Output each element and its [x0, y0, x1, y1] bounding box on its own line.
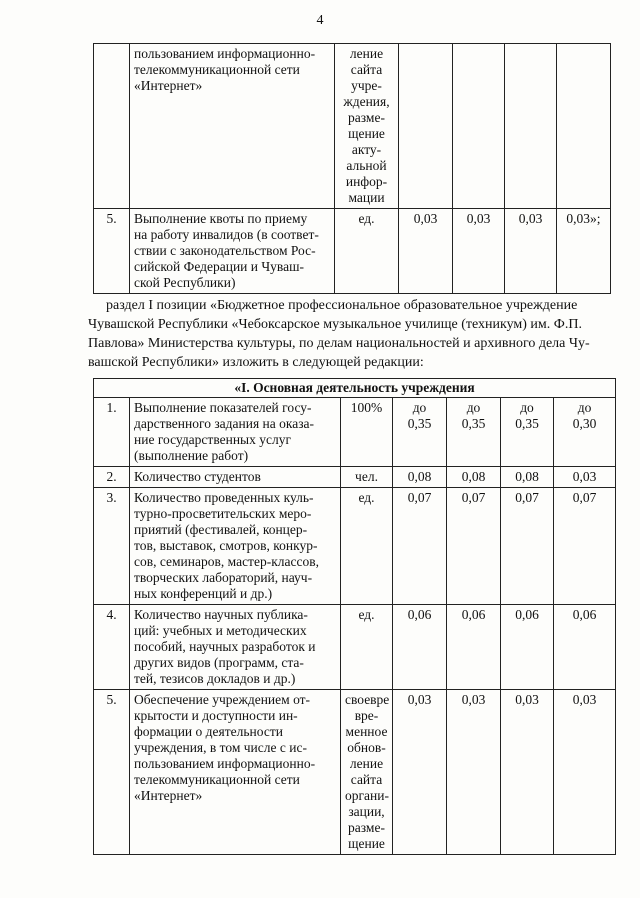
text-line: 0,07	[461, 490, 486, 505]
value-cell	[447, 488, 501, 605]
value-cell	[393, 605, 447, 690]
value-cell	[447, 467, 501, 488]
text-line: Выполнение квоты по приему	[134, 211, 308, 226]
value-cell	[393, 398, 447, 467]
text-line: до	[520, 400, 534, 415]
row-unit: 100%	[341, 398, 393, 467]
value-cell	[393, 690, 447, 855]
table-row	[94, 209, 611, 294]
text-line: пользованием информационно-	[134, 756, 316, 771]
value-cell	[557, 44, 611, 209]
row-number: 4.	[94, 605, 130, 690]
text-line: приятий (фестивалей, концер-	[134, 522, 308, 537]
text-line: (выполнение работ)	[134, 448, 249, 463]
text-line: на работу инвалидов (в соответ-	[134, 227, 319, 242]
row-number: 3.	[94, 488, 130, 605]
text-line: Обеспечение учреждением от-	[134, 692, 311, 707]
text-line: тей, тезисов докладов и др.)	[134, 671, 296, 686]
text-line: турно-просветительских меро-	[134, 506, 312, 521]
row-number: 5.	[94, 690, 130, 855]
value-cell: 0,03	[399, 209, 453, 294]
value-cell	[505, 44, 557, 209]
text-line: до	[577, 400, 592, 415]
text-line: 0,07	[572, 490, 597, 505]
text-line: 0,03	[572, 692, 597, 707]
row-number: 2.	[94, 467, 130, 488]
value-cell	[393, 467, 447, 488]
text-line: 0,06	[407, 607, 432, 622]
text-line: 0,35	[515, 416, 539, 431]
text-line: Количество научных публика-	[134, 607, 308, 622]
text-line: разме-	[348, 110, 385, 125]
value-cell	[447, 605, 501, 690]
row-description	[130, 488, 341, 605]
text-line: акту-	[351, 142, 382, 157]
text-line: Выполнение показателей госу-	[134, 400, 312, 415]
table-row	[94, 398, 616, 467]
row-description	[130, 467, 341, 488]
text-line: ций: учебных и методических	[134, 623, 307, 638]
value-cell	[453, 44, 505, 209]
value-cell	[447, 690, 501, 855]
table-header-row	[94, 379, 616, 398]
value-cell	[501, 605, 554, 690]
table-continuation	[93, 43, 611, 294]
text-line: альной	[346, 158, 387, 173]
text-line: 0,06	[461, 607, 486, 622]
text-line: менное	[345, 724, 388, 739]
text-line: щение	[348, 836, 385, 851]
text-line: разме-	[348, 820, 385, 835]
text-line: 0,06	[572, 607, 597, 622]
text-line: 0,07	[407, 490, 432, 505]
text-line: до	[466, 400, 481, 415]
text-line: сийской Федерации и Чуваш-	[134, 259, 304, 274]
text-line: дарственного задания на оказа-	[134, 416, 315, 431]
value-cell	[501, 398, 554, 467]
text-line: сайта	[350, 62, 383, 77]
table-row	[94, 690, 616, 855]
text-line: 0,03	[572, 469, 597, 484]
text-line: творческих лабораторий, науч-	[134, 570, 313, 585]
value-cell	[554, 690, 616, 855]
text-line: инфор-	[345, 174, 388, 189]
text-line: пользованием информационно-	[134, 46, 316, 61]
text-line: ных конференций и др.)	[134, 586, 273, 601]
value-cell	[393, 488, 447, 605]
value-cell: 0,03	[453, 209, 505, 294]
row-unit	[335, 44, 399, 209]
text-line: ждения,	[343, 94, 390, 109]
text-line: 0,08	[407, 469, 432, 484]
text-line: 0,03	[515, 692, 539, 707]
row-unit: ед.	[341, 605, 393, 690]
text-line: других видов (программ, ста-	[134, 655, 304, 670]
row-description	[130, 209, 335, 294]
value-cell	[399, 44, 453, 209]
text-line: ствии с законодательством Рос-	[134, 243, 316, 258]
row-number	[94, 44, 130, 209]
table-body	[94, 398, 616, 855]
value-cell: 0,03	[505, 209, 557, 294]
value-cell	[554, 398, 616, 467]
text-line: 0,35	[461, 416, 486, 431]
row-unit: ед.	[341, 488, 393, 605]
text-line: 0,03	[407, 692, 432, 707]
amendment-paragraph	[88, 296, 616, 372]
text-line: сов, семинаров, мастер-классов,	[134, 554, 319, 569]
text-line: зации,	[348, 804, 385, 819]
text-line: 0,08	[461, 469, 486, 484]
text-line: сайта	[350, 772, 383, 787]
table-main-activity	[93, 378, 616, 855]
text-line: тов, выставок, смотров, конкур-	[134, 538, 318, 553]
paragraph-line: вашской Республики» изложить в следующей редакции:	[88, 355, 424, 370]
text-line: до	[412, 400, 427, 415]
row-unit: чел.	[341, 467, 393, 488]
section-heading: «I. Основная деятельность учреждения	[94, 379, 616, 398]
text-line: 0,35	[407, 416, 432, 431]
text-line: органи-	[345, 788, 389, 803]
text-line: формации о деятельности	[134, 724, 283, 739]
table-row	[94, 488, 616, 605]
text-line: пособий, научных разработок и	[134, 639, 316, 654]
text-line: вре-	[354, 708, 379, 723]
text-line: 0,08	[515, 469, 539, 484]
text-line: 0,30	[572, 416, 597, 431]
text-line: щение	[348, 126, 385, 141]
text-line: учреждения, в том числе с ис-	[134, 740, 307, 755]
row-unit	[341, 690, 393, 855]
text-line: крытости и доступности ин-	[134, 708, 298, 723]
text-line: ление	[349, 46, 384, 61]
table-row	[94, 605, 616, 690]
row-number: 1.	[94, 398, 130, 467]
paragraph-line: Чувашской Республики «Чебоксарское музыкальное училище (техникум) им. Ф.П.	[88, 317, 582, 332]
text-line: Количество проведенных куль-	[134, 490, 314, 505]
text-line: обнов-	[347, 740, 386, 755]
text-line: 0,06	[515, 607, 539, 622]
value-cell	[554, 488, 616, 605]
row-unit: ед.	[335, 209, 399, 294]
text-line: своевре	[345, 692, 390, 707]
table-row	[94, 44, 611, 209]
row-description	[130, 605, 341, 690]
value-cell	[447, 398, 501, 467]
row-description	[130, 690, 341, 855]
page-number: 4	[316, 13, 324, 28]
text-line: ление	[349, 756, 384, 771]
row-number: 5.	[94, 209, 130, 294]
text-line: «Интернет»	[134, 788, 203, 803]
text-line: мации	[348, 190, 385, 205]
text-line: Количество студентов	[134, 469, 261, 484]
text-line: 0,07	[515, 490, 539, 505]
value-cell	[501, 488, 554, 605]
text-line: телекоммуникационной сети	[134, 772, 300, 787]
paragraph-line: Павлова» Министерства культуры, по делам национальностей и архивного дела Чу-	[88, 336, 590, 351]
paragraph-line: раздел I позиции «Бюджетное профессиональное образовательное учреждение	[106, 298, 578, 313]
row-description	[130, 44, 335, 209]
row-description	[130, 398, 341, 467]
value-cell: 0,03»;	[557, 209, 611, 294]
value-cell	[554, 605, 616, 690]
text-line: «Интернет»	[134, 78, 203, 93]
text-line: ской Республики)	[134, 275, 236, 290]
value-cell	[501, 467, 554, 488]
text-line: ние государственных услуг	[134, 432, 292, 447]
value-cell	[501, 690, 554, 855]
text-line: 0,03	[461, 692, 486, 707]
value-cell	[554, 467, 616, 488]
table-row	[94, 467, 616, 488]
text-line: учре-	[351, 78, 382, 93]
text-line: телекоммуникационной сети	[134, 62, 300, 77]
